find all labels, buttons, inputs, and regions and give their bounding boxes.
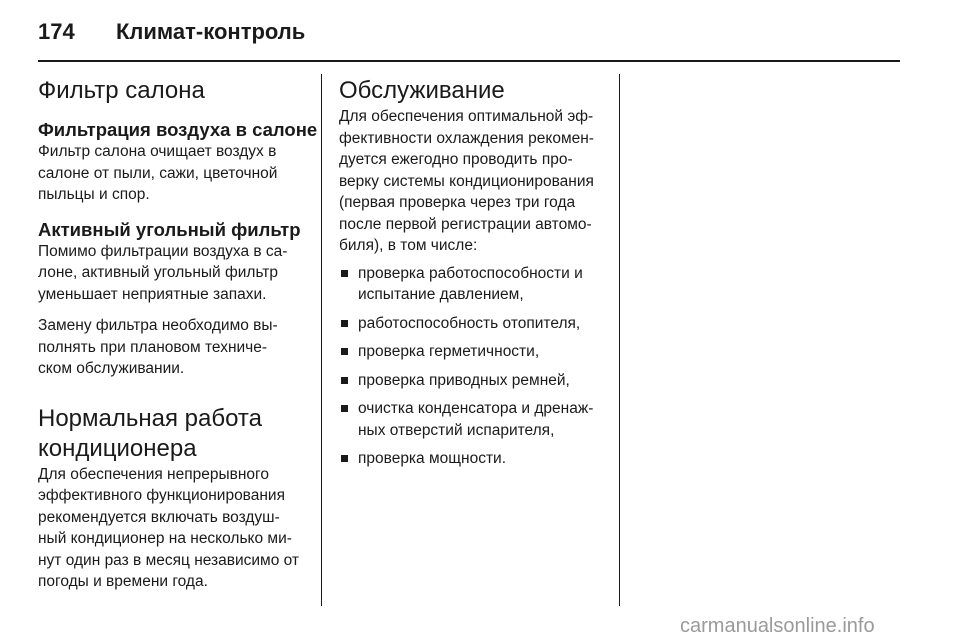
text-line: верку системы кондиционирования	[339, 172, 594, 190]
text-line: Фильтр салона очищает воздух в	[38, 143, 277, 160]
middle-column	[339, 76, 607, 477]
text-line: полнять при плановом техниче-	[38, 338, 268, 356]
square-bullet-icon	[341, 405, 348, 412]
service-checklist	[339, 263, 607, 470]
text-line: проверка мощности.	[358, 450, 507, 467]
paragraph-air-filtration	[38, 141, 306, 206]
text-line: салоне от пыли, сажи, цветочной	[38, 164, 278, 182]
text-line: фективности охлаждения рекомен-	[339, 129, 594, 147]
list-item	[339, 398, 607, 441]
chapter-title: Климат-контроль	[116, 19, 306, 44]
page-header	[38, 18, 305, 46]
title-line: кондиционера	[38, 434, 197, 462]
paragraph-carbon-filter	[38, 241, 306, 306]
text-line: ском обслуживании.	[38, 360, 185, 377]
section-title-cabin-filter: Фильтр салона	[38, 77, 205, 104]
text-line: проверка герметичности,	[358, 343, 540, 360]
list-item	[339, 448, 607, 470]
paragraph-filter-replacement	[38, 315, 306, 380]
text-line: нут один раз в месяц независимо от	[38, 551, 300, 569]
text-line: проверка приводных ремней,	[358, 371, 570, 389]
page-number: 174	[38, 19, 75, 44]
text-line: дуется ежегодно проводить про-	[339, 151, 573, 168]
list-item	[339, 263, 607, 306]
list-item	[339, 370, 607, 392]
square-bullet-icon	[341, 270, 348, 277]
text-line: эффективного функционирования	[38, 487, 285, 504]
column-divider-left	[321, 74, 322, 606]
text-line: уменьшает неприятные запахи.	[38, 285, 267, 303]
text-line: Замену фильтра необходимо вы-	[38, 317, 278, 334]
subheading-air-filtration: Фильтрация воздуха в салоне	[38, 119, 318, 140]
text-line: рекомендуется включать воздуш-	[38, 508, 280, 526]
list-item	[339, 313, 607, 335]
left-column	[38, 76, 318, 593]
text-line: Для обеспечения оптимальной эф-	[339, 108, 594, 125]
text-line: испытание давлением,	[358, 286, 524, 303]
square-bullet-icon	[341, 455, 348, 462]
text-line: после первой регистрации автомо-	[339, 215, 592, 233]
text-line: Помимо фильтрации воздуха в са-	[38, 242, 288, 260]
square-bullet-icon	[341, 377, 348, 384]
text-line: очистка конденсатора и дренаж-	[358, 400, 594, 417]
square-bullet-icon	[341, 348, 348, 355]
text-line: проверка работоспособности и	[358, 264, 583, 282]
paragraph-service	[339, 106, 607, 257]
square-bullet-icon	[341, 320, 348, 327]
text-line: (первая проверка через три года	[339, 194, 576, 211]
title-line: Нормальная работа	[38, 404, 262, 432]
section-title-normal-operation	[38, 404, 306, 464]
header-divider	[38, 60, 900, 62]
text-line: лоне, активный угольный фильтр	[38, 264, 279, 281]
column-divider-right	[619, 74, 620, 606]
text-line: работоспособность отопителя,	[358, 314, 581, 332]
text-line: ных отверстий испарителя,	[358, 421, 555, 439]
watermark: carmanualsonline.info	[680, 615, 875, 637]
text-line: биля), в том числе:	[339, 237, 478, 254]
text-line: ный кондиционер на несколько ми-	[38, 530, 292, 547]
paragraph-normal-operation	[38, 464, 306, 593]
text-line: погоды и времени года.	[38, 573, 208, 590]
text-line: пыльцы и спор.	[38, 186, 150, 203]
section-title-service: Обслуживание	[339, 77, 505, 104]
subheading-carbon-filter: Активный угольный фильтр	[38, 218, 301, 240]
list-item	[339, 341, 607, 363]
text-line: Для обеспечения непрерывного	[38, 465, 269, 483]
